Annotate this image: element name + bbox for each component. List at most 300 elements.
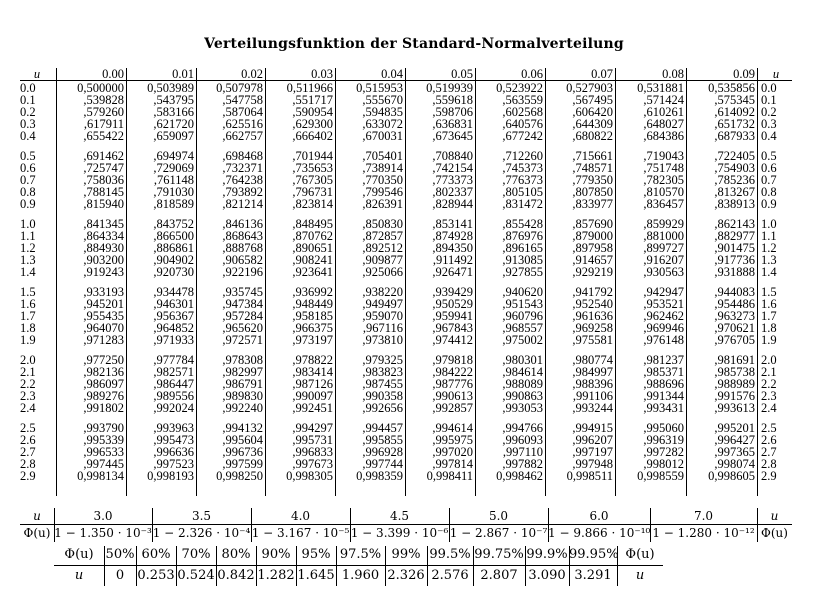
table-cell: ,903200 [83,253,124,267]
row-label: 0.4 [761,129,777,143]
value-column [58,68,124,496]
quantile-cell: 0.253 [137,568,175,583]
row-label: 1.7 [20,309,36,323]
table-cell: ,933193 [83,285,124,299]
table-cell: ,991576 [714,389,755,403]
table-cell: ,990613 [432,389,473,403]
table-cell: ,888768 [222,241,263,255]
column-rule [475,68,476,496]
table-cell: ,988696 [643,377,684,391]
row-label: 1.1 [20,229,36,243]
table-cell: ,984222 [432,365,473,379]
table-cell: 0,511966 [286,81,333,95]
table-cell: ,931888 [714,265,755,279]
table-cell: ,617911 [83,117,124,131]
table-cell: ,551717 [292,93,333,107]
value-group [58,354,124,414]
value-column [547,68,613,496]
table-cell: ,735653 [292,161,333,175]
table-cell: 0,998559 [637,469,684,483]
table-cell: ,950529 [432,297,473,311]
table-cell: ,996319 [643,433,684,447]
table-cell: ,886861 [153,241,194,255]
quantile-cell: 2.326 [387,568,425,583]
value-group [688,354,755,414]
table-cell: ,961636 [572,309,613,323]
value-group [58,286,124,346]
column-rule [545,68,546,496]
table-cell: ,991802 [83,401,124,415]
table-cell: ,938220 [362,285,403,299]
row-label: 0.5 [20,149,36,163]
table-cell: ,555670 [362,93,403,107]
table-cell: ,539828 [83,93,124,107]
percentage-cell: 60% [141,547,171,562]
phi-label: Φ(u) [64,547,94,562]
phi-label: Φ(u) [625,547,655,562]
table-cell: ,982136 [83,365,124,379]
row-label: 2.6 [20,433,36,447]
table-cell: ,732371 [222,161,263,175]
phi-value: 1 − 1.280 · 10⁻¹² [652,526,755,540]
table-cell: ,719043 [643,149,684,163]
table-cell: ,996533 [83,445,124,459]
row-label: 0.0 [761,81,777,95]
table-cell: ,916207 [643,253,684,267]
value-group [407,286,473,346]
row-label-group [761,354,791,414]
table-cell: ,988396 [572,377,613,391]
table-cell: ,994766 [502,421,543,435]
row-label: 1.3 [20,253,36,267]
table-cell: ,987776 [432,377,473,391]
column-rule [296,546,297,586]
phi-value: 1 − 3.399 · 10⁻⁶ [350,526,449,540]
table-cell: ,793892 [222,185,263,199]
table-cell: ,991106 [572,389,613,403]
table-cell: ,993963 [153,421,194,435]
column-rule [405,68,406,496]
column-header: 0.02 [241,67,263,81]
table-cell: ,964070 [83,321,124,335]
table-cell: ,881000 [643,229,684,243]
table-cell: ,826391 [362,197,403,211]
table-cell: ,995473 [153,433,194,447]
value-group [337,82,403,142]
table-cell: ,640576 [502,117,543,131]
row-label: 2.0 [761,353,777,367]
table-cell: ,948449 [292,297,333,311]
row-label: 1.5 [20,285,36,299]
table-cell: ,846136 [222,217,263,231]
column-header: 0.01 [172,67,194,81]
table-cell: ,882977 [714,229,755,243]
table-cell: ,598706 [432,105,473,119]
table-cell: ,994457 [362,421,403,435]
table-cell: ,708840 [432,149,473,163]
table-cell: 0,998250 [216,469,263,483]
quantile-cell: 1.282 [257,568,295,583]
column-rule [176,546,177,586]
table-cell: ,981237 [643,353,684,367]
value-group [198,422,263,482]
percentage-cell: 95% [301,547,331,562]
row-label-group [20,422,54,482]
column-rule [56,68,57,496]
row-label: 0.8 [20,185,36,199]
row-label-group [20,82,54,142]
tail-table [20,508,792,542]
table-cell: ,579260 [83,105,124,119]
column-rule [650,508,651,542]
table-cell: ,951543 [502,297,543,311]
u-value: 3.0 [93,509,113,523]
table-cell: ,715661 [572,149,613,163]
table-cell: ,992240 [222,401,263,415]
value-group [477,150,543,210]
row-label: 1.6 [761,297,777,311]
table-cell: ,962462 [643,309,684,323]
value-group [477,82,543,142]
percentage-cell: 99.75% [474,547,524,562]
row-label-group [20,150,54,210]
table-cell: ,979818 [432,353,473,367]
table-cell: ,997882 [502,457,543,471]
table-cell: ,879000 [572,229,613,243]
row-label: 2.0 [20,353,36,367]
phi-label: Φ(u) [23,526,51,540]
table-cell: ,754903 [714,161,755,175]
table-cell: ,818589 [153,197,194,211]
table-cell: ,969946 [643,321,684,335]
value-group [58,218,124,278]
table-cell: ,978822 [292,353,333,367]
table-cell: ,997523 [153,457,194,471]
value-group [617,218,684,278]
value-group [198,286,263,346]
u-value: 5.0 [488,509,509,523]
table-cell: 0,998305 [286,469,333,483]
column-rule [548,508,549,542]
table-cell: ,997197 [572,445,613,459]
table-cell: ,993790 [83,421,124,435]
row-label: 2.7 [20,445,36,459]
table-cell: ,583166 [153,105,194,119]
column-rule [265,68,266,496]
table-cell: 0,500000 [77,81,124,95]
table-cell: ,949497 [362,297,403,311]
table-cell: ,838913 [714,197,755,211]
table-cell: ,998074 [714,457,755,471]
table-cell: ,977250 [83,353,124,367]
value-column [337,68,403,496]
table-cell: ,940620 [502,285,543,299]
table-cell: ,751748 [643,161,684,175]
table-cell: ,994132 [222,421,263,435]
table-cell: ,776373 [502,173,543,187]
row-rule [54,565,663,566]
u-label: u [33,509,41,523]
row-label: 2.9 [761,469,777,483]
table-cell: ,936992 [292,285,333,299]
table-cell: ,559618 [432,93,473,107]
table-cell: 0,998462 [496,469,543,483]
table-cell: ,995731 [292,433,333,447]
row-label-column-left [20,68,54,496]
phi-label: Φ(u) [761,526,788,540]
column-header: 0.08 [662,67,684,81]
table-cell: ,868643 [222,229,263,243]
row-label-group [761,82,791,142]
table-cell: ,926471 [432,265,473,279]
row-label: 2.2 [20,377,36,391]
row-rule [20,524,792,525]
row-label: 1.4 [761,265,777,279]
row-label-column-right [761,68,791,496]
table-cell: ,920730 [153,265,194,279]
table-cell: ,571424 [643,93,684,107]
table-cell: ,983414 [292,365,333,379]
table-cell: ,636831 [432,117,473,131]
row-label: 0.4 [20,129,36,143]
column-rule [335,68,336,496]
table-cell: ,971933 [153,333,194,347]
row-label: 0.7 [20,173,36,187]
phi-value: 1 − 2.326 · 10⁻⁴ [152,526,251,540]
table-cell: ,981691 [714,353,755,367]
table-cell: 0,535856 [708,81,755,95]
table-cell: ,567495 [572,93,613,107]
table-cell: ,606420 [572,105,613,119]
column-header: 0.09 [733,67,755,81]
table-cell: ,864334 [83,229,124,243]
table-cell: ,919243 [83,265,124,279]
table-cell: ,853141 [432,217,473,231]
table-cell: ,995855 [362,433,403,447]
phi-value: 1 − 3.167 · 10⁻⁵ [251,526,350,540]
u-value: 3.5 [191,509,212,523]
table-cell: ,575345 [714,93,755,107]
row-label: 0.3 [20,117,36,131]
table-cell: ,960796 [502,309,543,323]
table-cell: ,705401 [362,149,403,163]
value-group [477,354,543,414]
table-cell: ,563559 [502,93,543,107]
table-cell: ,982571 [153,365,194,379]
table-cell: ,997599 [222,457,263,471]
table-cell: 0,515953 [356,81,403,95]
table-cell: ,976148 [643,333,684,347]
value-column [407,68,473,496]
row-label-group [761,286,791,346]
column-rule [256,546,257,586]
table-cell: ,959941 [432,309,473,323]
table-cell: ,745373 [502,161,543,175]
value-group [688,218,755,278]
table-cell: ,997445 [83,457,124,471]
row-label: 2.9 [20,469,36,483]
table-cell: ,785236 [714,173,755,187]
value-group [547,286,613,346]
table-cell: ,993053 [502,401,543,415]
table-cell: ,677242 [502,129,543,143]
table-cell: ,968557 [502,321,543,335]
table-cell: ,779350 [572,173,613,187]
percentage-cell: 70% [181,547,211,562]
value-group [337,286,403,346]
table-cell: ,964852 [153,321,194,335]
table-cell: ,791030 [153,185,194,199]
column-rule [196,68,197,496]
table-cell: 0,523922 [496,81,543,95]
table-cell: ,966375 [292,321,333,335]
table-cell: 0,527903 [566,81,613,95]
table-cell: ,997948 [572,457,613,471]
table-cell: ,802337 [432,185,473,199]
quantile-cell: 2.807 [480,568,518,583]
value-group [547,82,613,142]
value-group [198,150,263,210]
row-label-group [761,150,791,210]
row-label: 2.6 [761,433,777,447]
row-label: 1.1 [761,229,777,243]
table-cell: ,935745 [222,285,263,299]
table-cell: ,670031 [362,129,403,143]
column-rule [757,508,758,542]
percentage-cell: 99.95% [569,547,619,562]
table-cell: ,954486 [714,297,755,311]
value-group [407,150,473,210]
page-title: Verteilungsfunktion der Standard-Normalverteilung [204,36,624,52]
value-group [547,150,613,210]
column-rule [686,68,687,496]
row-label: 2.1 [20,365,36,379]
table-cell: ,862143 [714,217,755,231]
table-cell: ,958185 [292,309,333,323]
table-cell: ,983823 [362,365,403,379]
table-cell: ,996427 [714,433,755,447]
table-cell: ,767305 [292,173,333,187]
table-cell: 0,998411 [426,469,473,483]
value-group [407,82,473,142]
table-cell: ,621720 [153,117,194,131]
table-cell: ,694974 [153,149,194,163]
u-value: 4.0 [290,509,311,523]
row-label: 0.1 [761,93,777,107]
table-cell: ,587064 [222,105,263,119]
row-label: 1.9 [761,333,777,347]
u-label: u [74,568,84,583]
value-group [267,286,333,346]
value-group [267,218,333,278]
table-cell: ,748571 [572,161,613,175]
table-cell: ,815940 [83,197,124,211]
table-cell: ,953521 [643,297,684,311]
row-label: 2.8 [761,457,777,471]
table-cell: ,988989 [714,377,755,391]
table-cell: ,975581 [572,333,613,347]
quantile-cell: 0 [115,568,125,583]
table-cell: ,602568 [502,105,543,119]
value-column [688,68,755,496]
column-rule [152,508,153,542]
value-group [128,354,194,414]
table-cell: ,939429 [432,285,473,299]
table-cell: ,972571 [222,333,263,347]
table-cell: ,894350 [432,241,473,255]
cdf-table [20,68,792,496]
table-cell: ,993431 [643,401,684,415]
column-rule [54,508,55,542]
table-cell: ,788145 [83,185,124,199]
row-label: 1.6 [20,297,36,311]
table-cell: ,770350 [362,173,403,187]
row-label: 1.8 [20,321,36,335]
value-group [337,422,403,482]
table-cell: ,666402 [292,129,333,143]
u-label: u [770,509,779,523]
table-cell: ,992857 [432,401,473,415]
table-cell: ,990863 [502,389,543,403]
value-group [267,354,333,414]
row-label-group [761,422,791,482]
table-cell: ,742154 [432,161,473,175]
table-cell: 0,998134 [77,469,124,483]
value-group [198,218,263,278]
table-cell: ,684386 [643,129,684,143]
u-label: u [635,568,645,583]
row-label: 0.9 [761,197,777,211]
table-cell: ,810570 [643,185,684,199]
table-cell: ,644309 [572,117,613,131]
table-cell: ,929219 [572,265,613,279]
table-cell: ,843752 [153,217,194,231]
table-cell: ,956367 [153,309,194,323]
table-cell: ,995604 [222,433,263,447]
quantile-cell: 3.291 [574,568,612,583]
table-cell: ,952540 [572,297,613,311]
table-cell: ,997282 [643,445,684,459]
table-cell: ,547758 [222,93,263,107]
table-cell: ,614092 [714,105,755,119]
row-label: 0.0 [20,81,36,95]
table-cell: ,991344 [643,389,684,403]
column-rule [615,68,616,496]
table-cell: ,680822 [572,129,613,143]
row-label: 0.7 [761,173,777,187]
u-value: 7.0 [693,509,714,523]
table-cell: ,986097 [83,377,124,391]
table-cell: ,997365 [714,445,755,459]
table-cell: ,990358 [362,389,403,403]
table-cell: ,831472 [502,197,543,211]
table-cell: ,985738 [714,365,755,379]
table-cell: ,833977 [572,197,613,211]
table-cell: ,987126 [292,377,333,391]
percentage-cell: 50% [105,547,135,562]
row-label: 1.0 [761,217,777,231]
row-label: 0.5 [761,149,777,163]
table-cell: ,990097 [292,389,333,403]
column-rule [757,68,758,496]
table-cell: 0,531881 [637,81,684,95]
table-cell: ,947384 [222,297,263,311]
table-cell: ,904902 [153,253,194,267]
percentage-cell: 90% [261,547,291,562]
table-cell: ,984997 [572,365,613,379]
value-group [337,354,403,414]
table-cell: ,897958 [572,241,613,255]
